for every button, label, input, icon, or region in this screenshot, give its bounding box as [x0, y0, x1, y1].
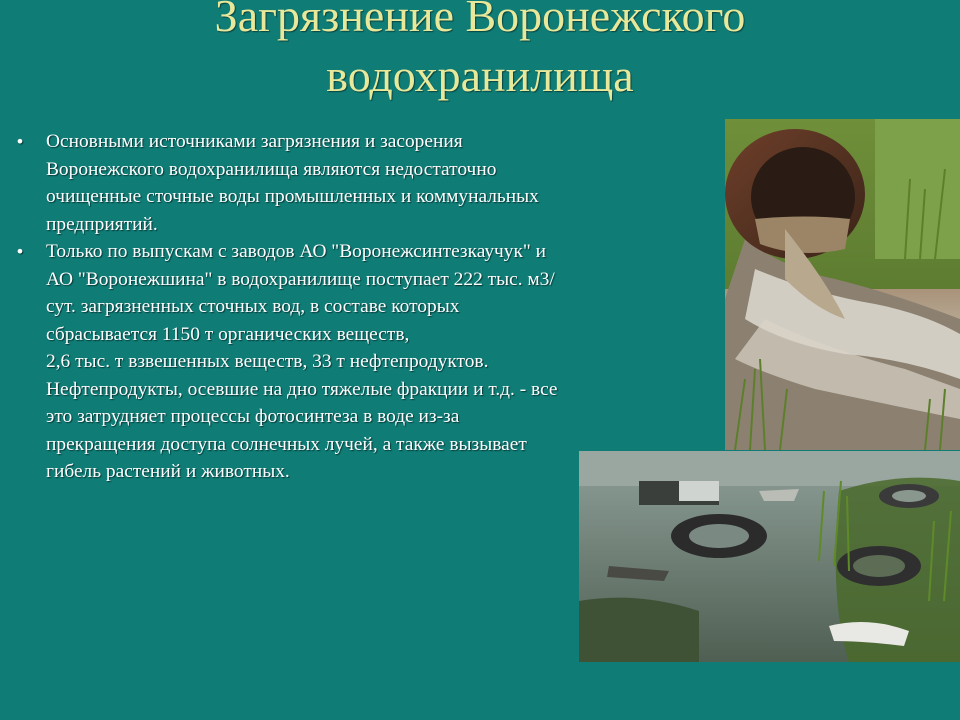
sewage-pipe-photo	[725, 119, 960, 450]
bullet-dot-icon: •	[15, 242, 25, 261]
bullet-text: Основными источниками загрязнения и засорения Воронежского водохранилища являются недостаточно очищенные сточные воды промышленных и коммунальных предприятий.	[46, 131, 539, 235]
slide-title	[0, 0, 960, 106]
slide-title-line-1: Загрязнение Воронежского	[214, 0, 746, 41]
bullet-item	[10, 128, 570, 238]
bullet-list	[10, 128, 570, 486]
bullet-text: Только по выпускам с заводов АО "Воронежсинтезкаучук" и АО "Воронежшина" в водохранилище поступает 222 тыс. м3/сут. загрязненных сточных вод, в составе которых сбрасывается 1150 т органических веществ, 2,6 тыс. т взвешенных веществ, 33 т нефтепродуктов. Нефтепродукты, осевшие на дно тяжелые фракции и т.д. - все это затрудняет процессы фотосинтеза в воде из-за прекращения доступа солнечных лучей, а также вызывает гибель растений и животных.	[46, 241, 558, 482]
tires-in-water-photo	[579, 451, 960, 662]
slide-title-line-2: водохранилища	[326, 50, 634, 101]
bullet-item	[10, 238, 570, 486]
bullet-dot-icon: •	[15, 132, 25, 151]
